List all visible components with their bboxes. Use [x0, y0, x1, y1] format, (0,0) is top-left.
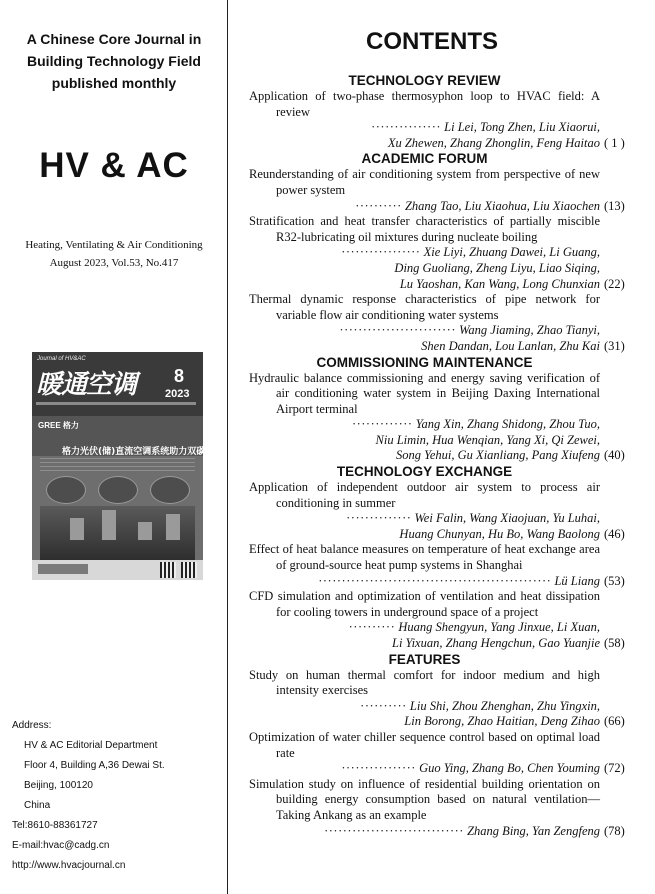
leader-dots: ················ — [341, 761, 416, 776]
author-names: Lü Liang — [554, 573, 600, 588]
leader-dots: ·················································· — [318, 573, 552, 588]
leader-dots: ·········· — [360, 698, 407, 713]
article-authors — [249, 120, 600, 136]
article-title[interactable]: Stratification and heat transfer characteristics of partially miscible R32-lubricating oil mixtures during nucleate boiling — [249, 214, 600, 244]
author-names: Xu Zhewen, Zhang Zhonglin, Feng Haitao — [387, 135, 600, 150]
leader-dots: ······························ — [324, 823, 464, 838]
cover-issue-number: 8 — [174, 366, 185, 386]
author-names: Yang Xin, Zhang Shidong, Zhou Tuo, — [415, 417, 600, 432]
article-title[interactable]: Simulation study on influence of residential building orientation on building energy consumption based on natural ventilation—Taking Ankang as an example — [249, 776, 600, 822]
journal-tagline — [8, 28, 220, 94]
magazine-cover-image — [32, 352, 224, 580]
article-authors — [249, 761, 625, 777]
page-number: (72) — [604, 761, 625, 776]
author-names: Li Lei, Tong Zhen, Liu Xiaorui, — [444, 120, 600, 135]
section-heading: TECHNOLOGY EXCHANGE — [336, 464, 513, 480]
leader-dots: ·············· — [346, 511, 412, 526]
article-authors — [249, 573, 625, 590]
journal-full-name: Heating, Ventilating & Air Conditioning — [25, 239, 203, 251]
author-names: Shen Dandan, Lou Lanlan, Zhu Kai — [421, 338, 600, 353]
journal-subtitle — [0, 236, 228, 272]
article-authors — [249, 276, 625, 293]
article-authors — [249, 699, 600, 715]
author-names: Wang Jiaming, Zhao Tianyi, — [459, 323, 600, 338]
author-names: Lin Borong, Zhao Haitian, Deng Zihao — [404, 714, 600, 729]
article-authors — [249, 135, 625, 152]
table-of-contents — [249, 73, 625, 839]
leader-dots: ············· — [351, 417, 413, 432]
contents-heading: CONTENTS — [366, 28, 498, 55]
page-number: ( 1 ) — [604, 135, 625, 150]
cover-photo — [40, 506, 195, 560]
article-authors — [249, 448, 625, 464]
author-names: Song Yehui, Gu Xianliang, Pang Xiufeng — [395, 448, 600, 463]
section-heading: ACADEMIC FORUM — [361, 151, 488, 167]
author-names: Ding Guoliang, Zheng Liyu, Liao Siqing, — [394, 260, 600, 275]
leader-dots: ························· — [339, 323, 456, 338]
tagline-line: A Chinese Core Journal in — [26, 31, 202, 47]
address-line: Beijing, 100120 — [24, 780, 93, 791]
article-authors — [249, 714, 625, 730]
article-title[interactable]: Study on human thermal comfort for indoor medium and high intensity exercises — [249, 667, 600, 698]
qr-code-icon — [181, 562, 197, 578]
author-names: Li Yixuan, Zhang Hengchun, Gao Yuanjie — [392, 636, 600, 650]
page-number: (66) — [604, 714, 625, 729]
article-title[interactable]: Optimization of water chiller sequence control based on optimal load rate — [249, 729, 600, 760]
left-column — [0, 0, 228, 894]
cover-headline: 格力光伏(储)直流空调系统助力双碳目标 — [62, 447, 224, 457]
author-names: Huang Shengyun, Yang Jinxue, Li Xuan, — [398, 620, 600, 635]
address-line: China — [24, 800, 51, 811]
tagline-line: Building Technology Field — [27, 53, 201, 69]
address-line: Floor 4, Building A,36 Dewai St. — [24, 760, 165, 771]
article-authors — [249, 636, 625, 652]
article-title[interactable]: Reunderstanding of air conditioning system from perspective of new power system — [249, 167, 600, 197]
article-authors — [249, 511, 600, 527]
page-number: (78) — [604, 823, 625, 838]
telephone: Tel:8610-88361727 — [12, 820, 98, 831]
author-names: Lu Yaoshan, Kan Wang, Long Chunxian — [399, 276, 600, 291]
page-number: (40) — [604, 448, 625, 463]
article-title[interactable]: Hydraulic balance commissioning and energy saving verification of air conditioning water system in Beijing Daxing International Airport terminal — [249, 370, 600, 416]
page-number: (46) — [604, 526, 625, 541]
author-names: Zhang Bing, Yan Zengfeng — [467, 823, 600, 838]
author-names: Huang Chunyan, Hu Bo, Wang Baolong — [399, 526, 600, 541]
article-title[interactable]: Effect of heat balance measures on temperature of heat exchange area of ground-source heat pump systems in Shanghai — [249, 542, 600, 573]
article-authors — [249, 198, 625, 215]
article-authors — [249, 338, 625, 355]
tagline-line: published monthly — [51, 75, 177, 91]
address-line: HV & AC Editorial Department — [24, 740, 158, 751]
article-authors — [249, 245, 600, 261]
leader-dots: ·········· — [355, 198, 402, 213]
author-names: Zhang Tao, Liu Xiaohua, Liu Xiaochen — [404, 198, 600, 213]
page-number: (31) — [604, 338, 625, 353]
leader-dots: ·········· — [348, 620, 396, 635]
section-heading: COMMISSIONING MAINTENANCE — [316, 354, 533, 370]
article-authors — [249, 433, 600, 449]
article-title[interactable]: Thermal dynamic response characteristics of pipe network for variable flow air conditioning water systems — [249, 292, 600, 322]
author-names: Liu Shi, Zhou Zhenghan, Zhu Yingxin, — [409, 698, 600, 713]
article-authors — [249, 526, 625, 543]
issue-info: August 2023, Vol.53, No.417 — [49, 257, 179, 269]
page-number: (22) — [604, 276, 625, 291]
leader-dots: ··············· — [371, 120, 442, 135]
email-link[interactable]: E-mail:hvac@cadg.cn — [12, 840, 110, 851]
cover-brand: GREE 格力 — [38, 421, 79, 430]
contents-column — [228, 0, 655, 894]
article-title[interactable]: Application of independent outdoor air system to process air conditioning in summer — [249, 480, 600, 510]
address-label: Address: — [12, 720, 52, 731]
section-heading: FEATURES — [388, 651, 461, 667]
article-authors — [249, 823, 625, 840]
journal-logo: HV & AC — [39, 146, 189, 185]
author-names: Niu Limin, Hua Wenqian, Yang Xi, Qi Zewei, — [375, 432, 600, 447]
cover-title: 暖通空调 — [36, 370, 137, 400]
editorial-address — [12, 716, 165, 876]
website-link[interactable]: http://www.hvacjournal.cn — [12, 860, 126, 871]
leader-dots: ················· — [341, 245, 421, 260]
article-authors — [249, 261, 600, 277]
page-number: (53) — [604, 573, 625, 588]
article-authors — [249, 620, 600, 636]
article-title[interactable]: Application of two-phase thermosyphon loop to HVAC field: A review — [249, 89, 600, 119]
author-names: Guo Ying, Zhang Bo, Chen Youming — [419, 761, 600, 776]
author-names: Wei Falin, Wang Xiaojuan, Yu Luhai, — [414, 511, 600, 526]
article-title[interactable]: CFD simulation and optimization of ventilation and heat dissipation for cooling towers in underground space of a project — [249, 589, 600, 619]
cover-journal-label: Journal of HV&AC — [37, 356, 86, 362]
page-number: (13) — [604, 198, 625, 213]
article-authors — [249, 323, 600, 339]
article-authors — [249, 417, 600, 433]
author-names: Xie Liyi, Zhuang Dawei, Li Guang, — [423, 245, 600, 260]
cover-year: 2023 — [165, 388, 190, 400]
page-number: (58) — [604, 636, 625, 650]
section-heading: TECHNOLOGY REVIEW — [348, 73, 501, 88]
qr-code-icon — [160, 562, 176, 578]
